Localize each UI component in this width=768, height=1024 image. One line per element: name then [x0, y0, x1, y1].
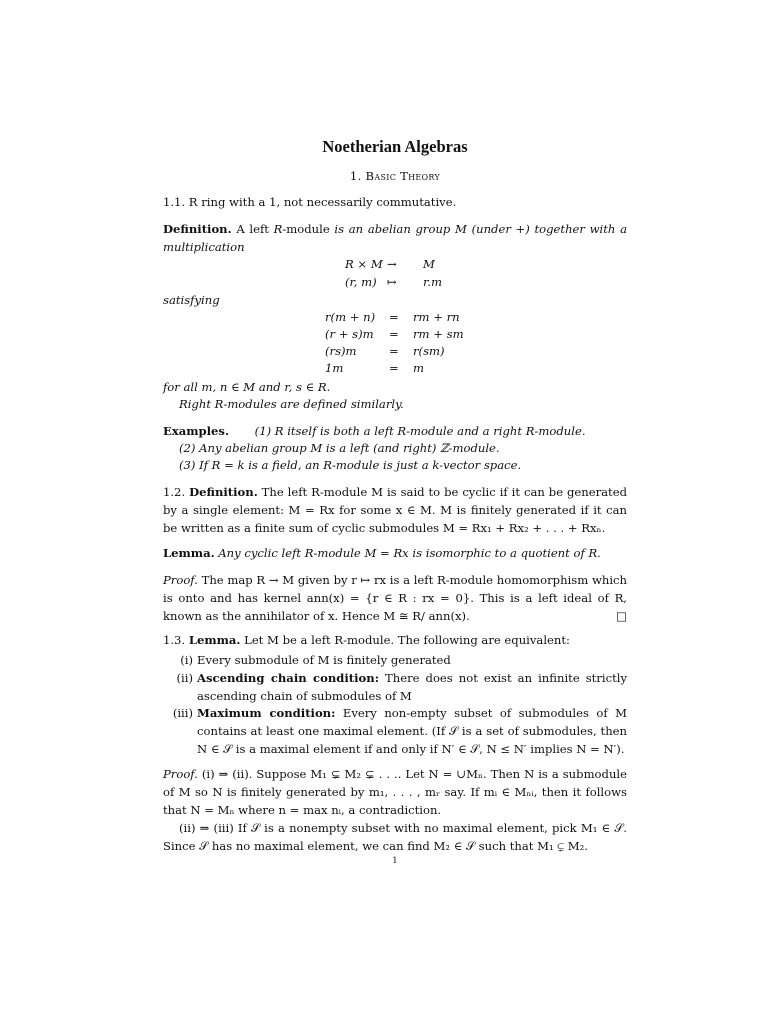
axiom-1-rhs: rm + rn [413, 310, 460, 324]
map-element: (r, m) [345, 275, 377, 289]
condition-ii-text: There does not exist an infinite strictly ascending chain of submodules of M [197, 671, 627, 703]
qed-symbol: □ [616, 608, 627, 623]
axiom-2-rhs: rm + sm [413, 327, 464, 341]
def-1-2-number: 1.2. [163, 485, 190, 499]
axiom-1-lhs: r(m + n) [325, 310, 376, 324]
lemma-1-3 [163, 632, 627, 650]
right-modules-line: Right R-modules are defined similarly. [179, 397, 404, 411]
condition-iii-bold: Maximum condition: [197, 706, 336, 720]
definition-text-d: is an abelian group M (under +) together with a multiplication [163, 222, 627, 254]
paper-title: Noetherian Algebras [322, 137, 468, 156]
axiom-1-eq: = [389, 310, 399, 324]
axiom-3-eq: = [389, 344, 399, 358]
axiom-4-lhs: 1m [325, 361, 344, 375]
lemma-cyclic [163, 545, 627, 563]
definition-text-a: A left [231, 222, 274, 236]
condition-i [163, 652, 627, 670]
proof-cyclic [163, 572, 627, 625]
example-2: (2) Any abelian group M is a left (and right) ℤ-module. [179, 441, 500, 455]
lemma-label: Lemma. [163, 546, 215, 560]
mapsto-arrow: ↦ [387, 275, 397, 289]
definition-paragraph [163, 221, 627, 257]
lemma-1-3-text: Let M be a left R-module. The following are equivalent: [240, 633, 570, 647]
forall-line: for all m, n ∈ M and r, s ∈ R. [163, 380, 331, 394]
satisfying-label: satisfying [163, 293, 220, 307]
lemma-text: Any cyclic left R-module M = Rx is isomorphic to a quotient of R. [214, 546, 601, 560]
lemma-1-3-number: 1.3. [163, 633, 189, 647]
def-1-2-text: The left R-module M is said to be cyclic if it can be generated by a single element: M = Rx for some x ∈ M. M is finitely generated if it can be written as a finite sum of cyclic submodules M = Rx₁ + Rx₂ + . . . + Rxₙ. [163, 485, 628, 535]
def-1-2-label: Definition. [189, 485, 258, 499]
section-heading: 1. Basic Theory [349, 169, 441, 183]
proof-2-label: Proof. [163, 767, 198, 781]
condition-ii-number: (ii) [176, 671, 193, 685]
page-number: 1 [392, 856, 398, 866]
condition-i-text: Every submodule of M is finitely generated [197, 653, 451, 667]
axiom-3-rhs: r(sm) [413, 344, 445, 358]
axiom-4-eq: = [389, 361, 399, 375]
lemma-1-3-label: Lemma. [188, 633, 241, 647]
proof-text: The map R → M given by r ↦ rx is a left R-module homomorphism which is onto and has kernel ann(x) = {r ∈ R : rx = 0}. This is a left ideal of R, known as the annihilator of x. Hence M ≅ R/ ann(x). [163, 573, 627, 623]
condition-i-number: (i) [180, 653, 193, 667]
example-1: (1) R itself is both a left R-module and a right R-module. [254, 424, 586, 438]
map-codomain: M [423, 257, 435, 271]
proof-lemma-1-3 [163, 766, 627, 819]
axiom-3-lhs: (rs)m [325, 344, 357, 358]
proof-2-text-1: (i) ⇒ (ii). Suppose M₁ ⊊ M₂ ⊊ . . .. Let N = ∪Mₙ. Then N is a submodule of M so N is finitely generated by m₁, . . . , mᵣ say. If mᵢ ∈ Mₙᵢ, then it follows that N = Mₙ where n = max nᵢ, a contradiction. [163, 767, 627, 817]
paper-page [163, 0, 627, 1024]
examples-label: Examples. [163, 424, 229, 438]
condition-iii-text: Every non-empty subset of submodules of M contains at least one maximal element. (If 𝒮 is a set of submodules, then N ∈ 𝒮 is a maximal element if and only if N′ ∈ 𝒮, N ≤ N′ implies N = N′). [197, 706, 627, 756]
proof-2-continuation: (ii) ⇒ (iii) If 𝒮 is a nonempty subset with no maximal element, pick M₁ ∈ 𝒮. Since 𝒮 has no maximal element, we can find M₂ ∈ 𝒮 such that M₁ ⊊ M₂. [163, 821, 627, 853]
example-3: (3) If R = k is a field, an R-module is just a k-vector space. [179, 458, 522, 472]
map-arrow: → [387, 257, 397, 271]
condition-ii [163, 670, 627, 706]
paragraph-1-1: 1.1. R ring with a 1, not necessarily commutative. [163, 195, 457, 209]
definition-text-b: R [273, 222, 283, 236]
condition-iii [163, 705, 627, 758]
definition-1-2 [163, 484, 627, 537]
definition-label: Definition. [163, 222, 232, 236]
map-domain: R × M [345, 257, 383, 271]
axiom-2-eq: = [389, 327, 399, 341]
axiom-2-lhs: (r + s)m [325, 327, 374, 341]
definition-text-c: -module [282, 222, 335, 236]
map-image: r.m [423, 275, 442, 289]
proof-label: Proof. [163, 573, 198, 587]
condition-ii-bold: Ascending chain condition: [197, 671, 379, 685]
axiom-4-rhs: m [413, 361, 424, 375]
condition-iii-number: (iii) [172, 706, 193, 720]
examples-block [163, 423, 627, 441]
